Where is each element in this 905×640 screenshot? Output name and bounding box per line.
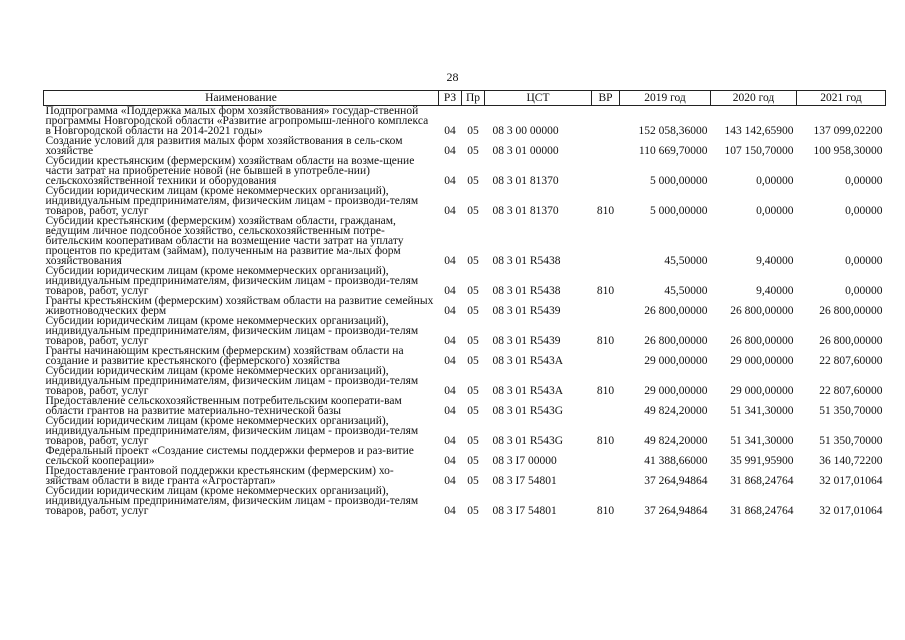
header-cst: ЦСТ [485,91,592,106]
budget-table [43,90,886,516]
row-2019: 37 264,94864 [644,475,708,487]
row-vr [592,446,620,466]
row-pr: 05 [467,205,479,217]
table-row [44,316,886,346]
row-name: Федеральный проект «Создание системы поддержки фермеров и раз-витие сельской кооперации» [45,445,414,467]
row-2021: 0,00000 [845,285,883,297]
row-name: Субсидии юридическим лицам (кроме некоммерческих организаций), индивидуальным предпринимателям, физическим лицам - производи-телям товаров, работ, услуг [45,415,419,447]
header-name: Наименование [44,91,439,106]
table-row [44,366,886,396]
row-name: Субсидии юридическим лицам (кроме некоммерческих организаций), индивидуальным предпринимателям, физическим лицам - производи-телям товаров, работ, услуг [45,265,419,297]
row-vr [592,136,620,156]
row-2019: 45,50000 [664,285,708,297]
row-pr: 05 [467,385,479,397]
row-name: Субсидии крестьянским (фермерским) хозяйствам области, гражданам, ведущим личное подсобное хозяйство, сельскохозяйственным потре-бительским кооперативам области на возмещение части затрат на уплату процентов по кредитам (займам), полученным на развитие ма-лых форм хозяйствования [45,215,404,267]
row-2021: 26 800,00000 [819,305,883,317]
header-pr: Пр [462,91,485,106]
row-2021: 22 807,60000 [819,385,883,397]
row-2020: 26 800,00000 [730,305,794,317]
row-name: Создание условий для развития малых форм хозяйствования в сель-ском хозяйстве [45,135,403,157]
row-rz: 04 [444,435,456,447]
row-pr: 05 [467,175,479,187]
row-pr: 05 [467,435,479,447]
row-rz: 04 [444,145,456,157]
row-vr: 810 [596,335,615,347]
row-rz: 04 [444,125,456,137]
row-name: Субсидии юридическим лицам (кроме некоммерческих организаций), индивидуальным предпринимателям, физическим лицам - производи-телям товаров, работ, услуг [45,365,419,397]
row-rz: 04 [444,305,456,317]
page-number: 28 [446,70,459,84]
row-2021: 137 099,02200 [813,125,883,137]
row-2021: 0,00000 [845,175,883,187]
row-2020: 31 868,24764 [730,505,794,517]
table-row [44,446,886,466]
row-2019: 29 000,00000 [644,385,708,397]
row-name: Предоставление грантовой поддержки крестьянским (фермерским) хо-зяйствам области в виде гранта «Агростартап» [45,465,394,487]
row-2020: 26 800,00000 [730,335,794,347]
row-cst: 08 3 I7 54801 [492,475,557,487]
row-name: Субсидии юридическим лицам (кроме некоммерческих организаций), индивидуальным предпринимателям, физическим лицам - производи-телям товаров, работ, услуг [45,185,419,217]
row-vr [592,106,620,137]
row-cst: 08 3 01 R5438 [492,255,561,267]
table-row [44,136,886,156]
table-row [44,486,886,516]
row-name: Субсидии юридическим лицам (кроме некоммерческих организаций), индивидуальным предпринимателям, физическим лицам - производи-телям товаров, работ, услуг [45,485,419,517]
row-2021: 26 800,00000 [819,335,883,347]
header-2021: 2021 год [797,91,886,106]
row-vr [592,156,620,186]
row-2019: 49 824,20000 [644,435,708,447]
row-2020: 107 150,70000 [724,145,794,157]
row-name: Предоставление сельскохозяйственным потребительским кооперати-вам области грантов на развитие материально-технической базы [45,395,402,417]
row-rz: 04 [444,385,456,397]
row-cst: 08 3 01 R543A [492,385,564,397]
row-rz: 04 [444,285,456,297]
row-pr: 05 [467,255,479,267]
row-2019: 110 669,70000 [638,145,708,157]
table-row [44,396,886,416]
row-2021: 32 017,01064 [819,475,883,487]
row-2021: 22 807,60000 [819,355,883,367]
row-vr [592,296,620,316]
row-rz: 04 [444,355,456,367]
row-name: Гранты начинающим крестьянским (фермерским) хозяйствам области на создание и развитие крестьянского (фермерского) хозяйства [45,345,404,367]
row-pr: 05 [467,335,479,347]
row-2021: 36 140,72200 [819,455,883,467]
row-cst: 08 3 01 R5439 [492,305,561,317]
row-rz: 04 [444,175,456,187]
row-cst: 08 3 01 R543G [492,435,564,447]
table-row [44,216,886,266]
row-pr: 05 [467,455,479,467]
row-pr: 05 [467,305,479,317]
table-row [44,186,886,216]
row-pr: 05 [467,125,479,137]
row-2021: 100 958,30000 [813,145,883,157]
row-2019: 5 000,00000 [650,205,708,217]
row-pr: 05 [467,285,479,297]
row-2020: 29 000,00000 [730,355,794,367]
row-pr: 05 [467,405,479,417]
row-rz: 04 [444,205,456,217]
table-row [44,466,886,486]
row-cst: 08 3 I7 54801 [492,505,557,517]
row-name: Субсидии крестьянским (фермерским) хозяйствам области на возме-щение части затрат на приобретение новой (не бывшей в употребле-нии) сельскохозяйственной техники и оборудования [45,155,415,187]
row-rz: 04 [444,335,456,347]
row-vr: 810 [596,385,615,397]
row-2019: 29 000,00000 [644,355,708,367]
row-2021: 0,00000 [845,255,883,267]
row-vr: 810 [596,205,615,217]
row-2020: 9,40000 [756,285,794,297]
row-vr [592,396,620,416]
header-2019: 2019 год [620,91,711,106]
row-2021: 51 350,70000 [819,435,883,447]
table-row [44,416,886,446]
row-cst: 08 3 01 R5438 [492,285,561,297]
row-cst: 08 3 01 81370 [492,175,559,187]
row-vr [592,216,620,266]
table-row [44,156,886,186]
row-2020: 0,00000 [756,205,794,217]
row-cst: 08 3 01 R5439 [492,335,561,347]
row-pr: 05 [467,475,479,487]
row-cst: 08 3 01 R543A [492,355,564,367]
row-2020: 31 868,24764 [730,475,794,487]
row-pr: 05 [467,355,479,367]
header-rz: РЗ [439,91,462,106]
row-cst: 08 3 I7 00000 [492,455,557,467]
row-pr: 05 [467,145,479,157]
row-cst: 08 3 00 00000 [492,125,559,137]
row-2019: 5 000,00000 [650,175,708,187]
row-name: Субсидии юридическим лицам (кроме некоммерческих организаций), индивидуальным предпринимателям, физическим лицам - производи-телям товаров, работ, услуг [45,315,419,347]
row-2019: 152 058,36000 [638,125,708,137]
row-2020: 143 142,65900 [724,125,794,137]
table-row [44,106,886,137]
row-cst: 08 3 01 81370 [492,205,559,217]
row-vr: 810 [596,505,615,517]
row-2020: 35 991,95900 [730,455,794,467]
row-vr [592,466,620,486]
row-2019: 37 264,94864 [644,505,708,517]
row-2020: 51 341,30000 [730,405,794,417]
row-name: Гранты крестьянским (фермерским) хозяйствам области на развитие семейных животноводческих ферм [45,295,434,317]
row-pr: 05 [467,505,479,517]
table-row [44,266,886,296]
table-row [44,346,886,366]
row-rz: 04 [444,455,456,467]
row-rz: 04 [444,505,456,517]
row-cst: 08 3 01 R543G [492,405,564,417]
row-2019: 45,50000 [664,255,708,267]
table-row [44,296,886,316]
row-2020: 29 000,00000 [730,385,794,397]
row-2019: 41 388,66000 [644,455,708,467]
row-rz: 04 [444,255,456,267]
header-2020: 2020 год [711,91,797,106]
table-header-row [44,91,886,106]
row-cst: 08 3 01 00000 [492,145,559,157]
row-vr [592,346,620,366]
row-2019: 26 800,00000 [644,305,708,317]
row-2021: 51 350,70000 [819,405,883,417]
header-vr: ВР [592,91,620,106]
row-name: Подпрограмма «Поддержка малых форм хозяйствования» государ-ственной программы Новгородской области «Развитие агропромыш-ленного комплекса в Новгородской области на 2014-2021 годы» [45,105,429,137]
row-2019: 26 800,00000 [644,335,708,347]
row-vr: 810 [596,435,615,447]
row-2021: 0,00000 [845,205,883,217]
row-vr: 810 [596,285,615,297]
row-2021: 32 017,01064 [819,505,883,517]
row-2020: 9,40000 [756,255,794,267]
row-rz: 04 [444,475,456,487]
row-rz: 04 [444,405,456,417]
row-2019: 49 824,20000 [644,405,708,417]
row-2020: 51 341,30000 [730,435,794,447]
row-2020: 0,00000 [756,175,794,187]
